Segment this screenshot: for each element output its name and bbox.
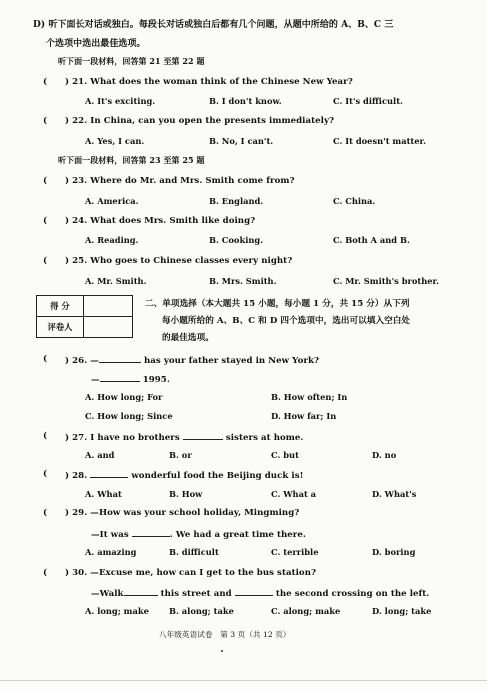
answer-paren: (: [43, 568, 48, 578]
q27-stem: ) 27. I have no brothers: [65, 433, 180, 443]
q27-option-c: C. but: [271, 450, 299, 460]
q29-blank: [132, 528, 170, 537]
section-d-instruction-line1: D) 听下面长对话或独白。每段长对话或独白后都有几个问题，从题中所给的 A、B、C 三: [33, 20, 394, 30]
q28-blank: [90, 469, 128, 478]
q26-reply: [91, 373, 170, 385]
score-cell[interactable]: [84, 296, 133, 317]
grader-label: 评卷人: [37, 317, 84, 338]
q26-option-a: A. How long; For: [85, 392, 163, 402]
q29-reply-end: . We had a great time there.: [169, 530, 306, 540]
question-27: [65, 431, 303, 443]
question-26: [65, 354, 319, 366]
q29-option-b: B. difficult: [169, 547, 219, 557]
answer-paren: (: [43, 508, 48, 518]
q28-option-c: C. What a: [271, 489, 317, 499]
page-footer: 八年级英语试卷 第 3 页（共 12 页）: [159, 630, 291, 639]
q29-option-a: A. amazing: [85, 547, 137, 557]
q26-option-d: D. How far; In: [271, 411, 337, 421]
q30-option-a: A. long; make: [85, 606, 149, 616]
section-d-instruction-line2: 个选项中选出最佳选项。: [46, 39, 146, 49]
q21-option-b: B. I don't know.: [209, 96, 282, 106]
q26-reply-blank: [100, 373, 140, 382]
question-25: ) 25. Who goes to Chinese classes every night?: [65, 256, 293, 266]
q29-reply: [91, 528, 306, 540]
question-24: ) 24. What does Mrs. Smith like doing?: [65, 216, 256, 226]
q30-reply-start: —Walk: [91, 589, 124, 599]
q22-option-b: B. No, I can't.: [209, 136, 274, 146]
q23-option-b: B. England.: [209, 196, 264, 206]
score-label: 得 分: [37, 296, 84, 317]
stray-dot: [221, 650, 223, 652]
answer-paren: (: [43, 216, 48, 226]
q28-option-a: A. What: [85, 489, 122, 499]
question-23: ) 23. Where do Mr. and Mrs. Smith come from?: [65, 176, 295, 186]
q24-option-b: B. Cooking.: [209, 235, 264, 245]
part2-instruction-line3: 的最佳选项。: [162, 333, 214, 343]
q29-option-d: D. boring: [372, 547, 416, 557]
part2-instruction-line2: 每小题所给的 A、B、C 和 D 四个选项中，选出可以填入空白处: [162, 316, 411, 326]
page-bottom-edge: [0, 680, 487, 681]
q28-stem: wonderful food the Beijing duck is!: [131, 471, 304, 481]
q25-option-c: C. Mr. Smith's brother.: [333, 276, 440, 286]
q26-reply-dash: —: [91, 375, 100, 385]
q22-option-c: C. It doesn't matter.: [333, 136, 427, 146]
q25-option-a: A. Mr. Smith.: [85, 276, 147, 286]
q29-reply-start: —It was: [91, 530, 129, 540]
q23-option-c: C. China.: [333, 196, 376, 206]
q30-reply-end: the second crossing on the left.: [275, 589, 430, 599]
q25-option-b: B. Mrs. Smith.: [209, 276, 277, 286]
group2-intro: 听下面一段材料，回答第 23 至第 25 题: [58, 155, 205, 165]
q29-option-c: C. terrible: [271, 547, 319, 557]
q21-option-c: C. It's difficult.: [333, 96, 403, 106]
q30-reply: [91, 587, 429, 599]
group1-intro: 听下面一段材料，回答第 21 至第 22 题: [58, 56, 205, 66]
grader-cell[interactable]: [84, 317, 133, 338]
question-30: ) 30. —Excuse me, how can I get to the bus station?: [65, 568, 317, 578]
q30-blank-2: [235, 587, 273, 596]
q30-option-d: D. long; take: [372, 606, 432, 616]
q27-blank: [183, 431, 223, 440]
q28-option-d: D. What's: [372, 489, 417, 499]
score-table: [36, 295, 133, 338]
q26-option-c: C. How long; Since: [85, 411, 173, 421]
q30-blank-1: [124, 587, 158, 596]
q24-option-a: A. Reading.: [85, 235, 139, 245]
answer-paren: (: [43, 176, 48, 186]
q27-option-d: D. no: [372, 450, 397, 460]
q26-number: ) 26. —: [65, 356, 99, 366]
q27-stem-end: sisters at home.: [225, 433, 304, 443]
answer-paren: (: [43, 469, 48, 479]
answer-paren: (: [43, 77, 48, 87]
q28-number: ) 28.: [65, 471, 88, 481]
q26-stem: has your father stayed in New York?: [144, 356, 320, 366]
question-21: ) 21. What does the woman think of the Chinese New Year?: [65, 77, 353, 87]
q26-reply-text: 1995.: [142, 375, 170, 385]
question-29: ) 29. —How was your school holiday, Mingming?: [65, 508, 300, 518]
q27-option-a: A. and: [85, 450, 115, 460]
q30-reply-middle: this street and: [160, 589, 232, 599]
q22-option-a: A. Yes, I can.: [85, 136, 145, 146]
question-22: ) 22. In China, can you open the presents immediately?: [65, 116, 335, 126]
q26-blank: [99, 354, 141, 363]
q21-option-a: A. It's exciting.: [85, 96, 156, 106]
q24-option-c: C. Both A and B.: [333, 235, 410, 245]
q27-option-b: B. or: [169, 450, 192, 460]
q26-option-b: B. How often; In: [271, 392, 348, 402]
q30-option-b: B. along; take: [169, 606, 234, 616]
answer-paren: (: [43, 116, 48, 126]
q28-option-b: B. How: [169, 489, 203, 499]
q23-option-a: A. America.: [85, 196, 139, 206]
part2-instruction-line1: 二、单项选择（本大题共 15 小题，每小题 1 分，共 15 分）从下列: [145, 299, 410, 309]
answer-paren: (: [43, 431, 48, 441]
answer-paren: (: [43, 354, 48, 364]
q30-option-c: C. along; make: [271, 606, 341, 616]
answer-paren: (: [43, 256, 48, 266]
question-28: [65, 469, 303, 481]
